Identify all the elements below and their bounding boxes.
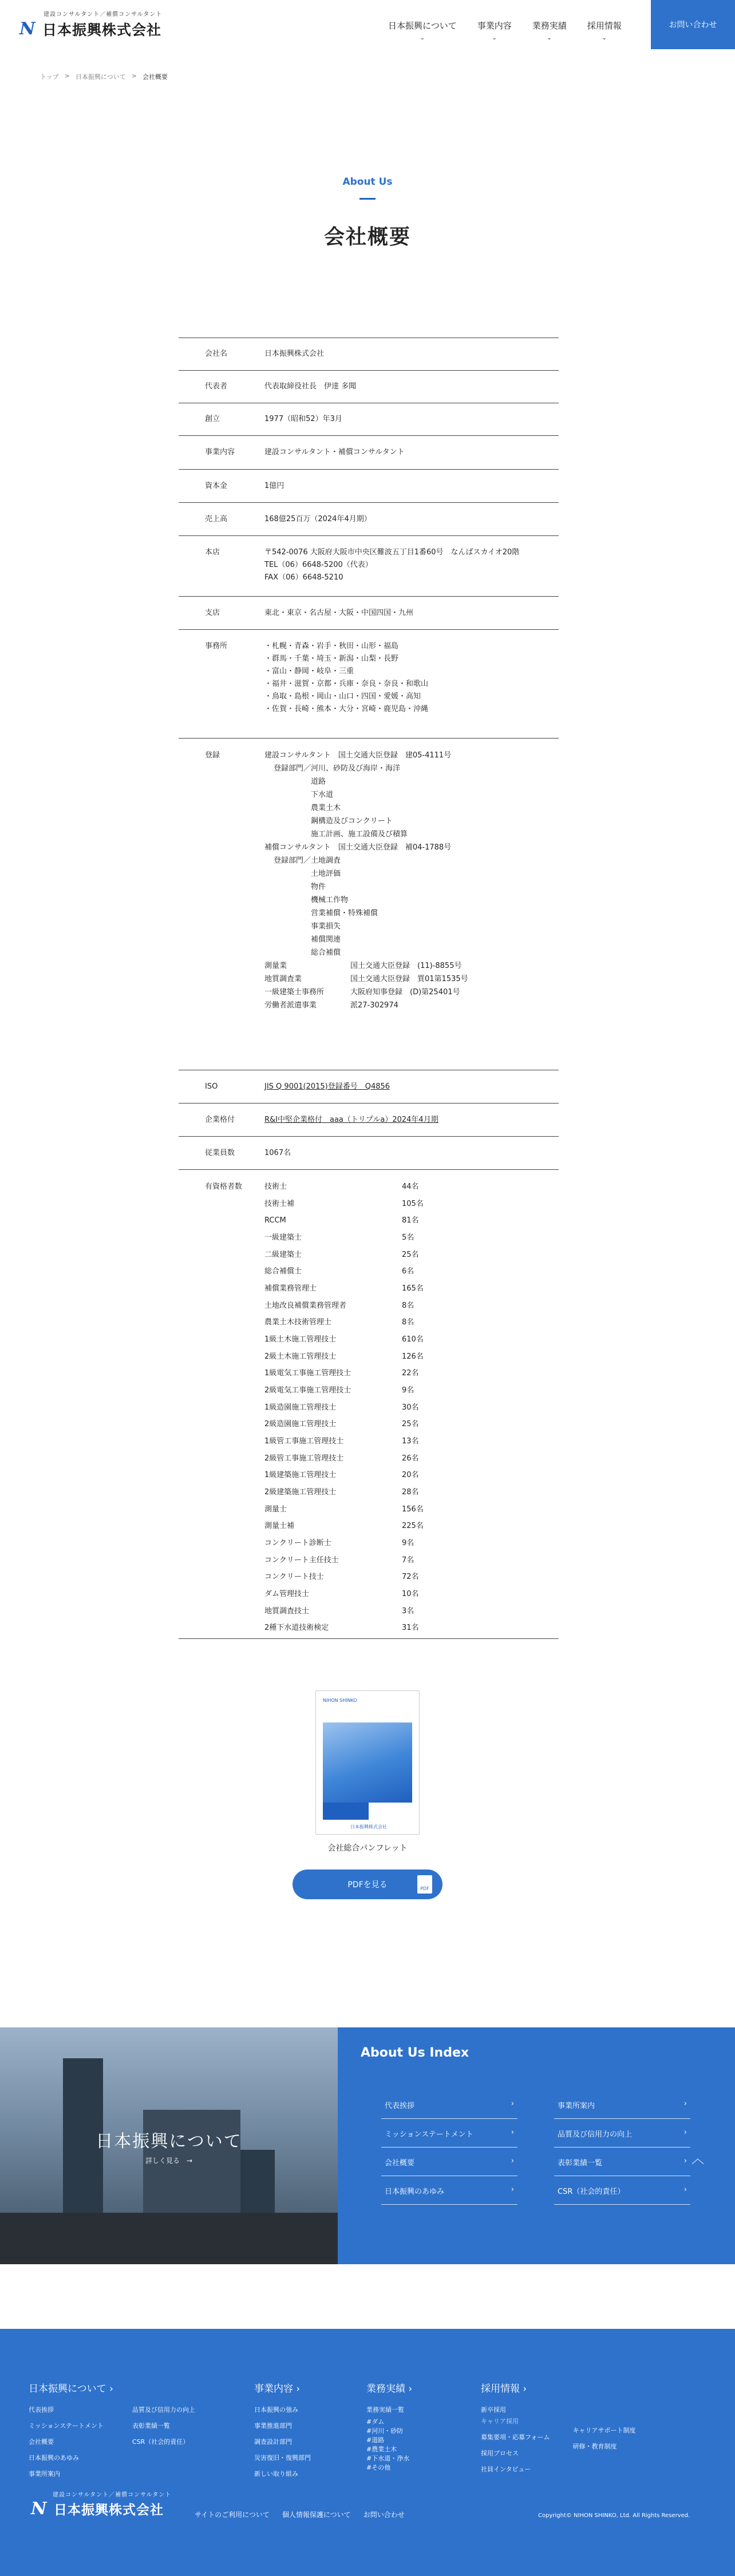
- qualification-name: RCCM: [264, 1216, 286, 1225]
- footer-link[interactable]: 研修・教育制度: [572, 2443, 617, 2450]
- dept-item: 河川、砂防及び海岸・海洋: [311, 764, 401, 773]
- footer-tag-link[interactable]: #その他: [366, 2464, 391, 2471]
- logo-mark-icon: N: [19, 19, 35, 39]
- cover-image: [323, 1722, 412, 1803]
- nav-about[interactable]: [378, 19, 467, 41]
- about-index-links: [381, 2090, 690, 2205]
- chevron-right-icon: ›: [511, 2128, 514, 2137]
- footer-utility-link[interactable]: お問い合わせ: [363, 2511, 405, 2519]
- qualification-name: コンクリート主任技士: [264, 1555, 339, 1565]
- row-value: 代表取締役社長 伊達 多聞: [264, 382, 357, 391]
- qualification-count: 9名: [402, 1538, 414, 1547]
- index-link-overview[interactable]: [381, 2148, 517, 2176]
- row-value: [264, 749, 468, 1070]
- table-row: [179, 470, 559, 503]
- about-image-more: 詳しく見る →: [145, 2157, 193, 2165]
- footer-col-results: [366, 2380, 412, 2472]
- index-link-csr[interactable]: [554, 2176, 690, 2205]
- table-row: [179, 536, 559, 597]
- chevron-right-icon: ›: [683, 2099, 687, 2108]
- chevron-right-icon: ›: [511, 2099, 514, 2108]
- index-link-label: ミッションステートメント: [385, 2130, 473, 2139]
- copyright: Copyright© NIHON SHINKO, Ltd. All Rights Reserved.: [538, 2513, 690, 2519]
- site-footer: [0, 2329, 735, 2576]
- site-header: [0, 0, 735, 49]
- view-pdf-label: PDFを見る: [347, 1880, 388, 1890]
- chevron-down-icon: ⌄: [547, 35, 552, 41]
- qualification-count: 22名: [402, 1369, 419, 1378]
- reg-other-key: 労働者派遣事業: [264, 1001, 317, 1010]
- hq-tel: TEL（06）6648-5200（代表）: [264, 561, 373, 569]
- dept-item: 事業損失: [311, 922, 341, 931]
- chevron-right-icon: ›: [683, 2128, 687, 2137]
- global-nav: [378, 19, 632, 41]
- reg-other-key: 地質調査業: [264, 975, 302, 983]
- qualification-count: 44名: [402, 1182, 419, 1191]
- chevron-right-icon: ›: [511, 2157, 514, 2165]
- iso-link[interactable]: JIS Q 9001(2015)登録番号 Q4856: [264, 1082, 390, 1091]
- footer-heading-label: 日本振興について: [29, 2383, 106, 2395]
- cover-logo: 日本振興株式会社: [350, 1824, 387, 1829]
- dept-item: 機械工作物: [311, 896, 349, 904]
- footer-col-recruit: [481, 2380, 635, 2480]
- footer-logo-subtitle: 建設コンサルタント／補償コンサルタント: [53, 2492, 172, 2498]
- table-row: [179, 597, 559, 630]
- logo-name: 日本振興株式会社: [42, 22, 162, 38]
- table-row: [179, 1104, 559, 1137]
- footer-heading[interactable]: 事業内容 ›: [254, 2383, 301, 2395]
- breadcrumb: [40, 72, 168, 81]
- qualification-count: 8名: [402, 1318, 414, 1327]
- footer-utility-links: [195, 2510, 405, 2519]
- footer-link[interactable]: 代表挨拶: [29, 2406, 54, 2414]
- footer-logo[interactable]: [31, 2490, 171, 2518]
- chevron-down-icon: ⌄: [420, 35, 425, 41]
- contact-button[interactable]: お問い合わせ: [651, 0, 735, 49]
- qualification-count: 6名: [402, 1267, 414, 1276]
- footer-link[interactable]: CSR（社会的責任）: [132, 2438, 189, 2446]
- dept-item: 道路: [311, 777, 326, 786]
- chevron-down-icon: ⌄: [492, 35, 497, 41]
- footer-link[interactable]: 日本振興の強み: [254, 2406, 298, 2414]
- footer-heading[interactable]: 業務実績 ›: [366, 2383, 413, 2395]
- row-key: 会社名: [205, 350, 228, 358]
- nav-recruit[interactable]: [577, 19, 632, 41]
- index-link-mission[interactable]: [381, 2119, 517, 2148]
- footer-link[interactable]: 会社概要: [29, 2438, 54, 2446]
- dept-item: 施工計画、施工設備及び積算: [311, 830, 408, 839]
- qualification-name: 1級土木施工管理技士: [264, 1335, 337, 1344]
- dept-item: 農業土木: [311, 804, 341, 812]
- pamphlet-caption: 会社総合パンフレット: [327, 1844, 408, 1853]
- table-row: [179, 338, 559, 371]
- footer-heading-label: 採用情報: [481, 2383, 520, 2395]
- cover-tag: NIHON SHINKO: [323, 1698, 357, 1703]
- qualification-name: 1級建築施工管理技士: [264, 1471, 337, 1480]
- qualification-count: 3名: [402, 1606, 414, 1616]
- row-key: 従業員数: [205, 1148, 235, 1157]
- nav-recruit-label: 採用情報: [587, 21, 622, 31]
- qualification-count: 156名: [402, 1505, 424, 1514]
- row-key: 事業内容: [205, 448, 235, 457]
- qualification-count: 5名: [402, 1233, 414, 1242]
- footer-link[interactable]: 社員インタビュー: [481, 2466, 531, 2473]
- qualification-name: 1級電気工事施工管理技士: [264, 1369, 351, 1378]
- row-value: [264, 546, 519, 596]
- footer-tag-link[interactable]: #下水道・浄水: [366, 2455, 410, 2462]
- qualification-name: 二級建築士: [264, 1250, 302, 1259]
- table-row: [179, 403, 559, 436]
- row-key: 資本金: [205, 481, 228, 490]
- qualification-name: 総合補償士: [264, 1267, 302, 1276]
- reg-compensation-depts: [264, 854, 468, 959]
- building-shape: [0, 2213, 338, 2264]
- footer-heading[interactable]: 採用情報 ›: [481, 2383, 527, 2395]
- reg-other-value: 派27-302974: [350, 1001, 398, 1010]
- about-image-title: 日本振興について: [96, 2132, 242, 2152]
- dept-item: 鋼構造及びコンクリート: [311, 817, 393, 825]
- row-value: 日本振興株式会社: [264, 350, 325, 358]
- chevron-right-icon: ›: [683, 2157, 687, 2165]
- row-value: 1977（昭和52）年3月: [264, 415, 342, 423]
- qualification-name: 技術士補: [264, 1199, 295, 1208]
- hq-address: 〒542-0076 大阪府大阪市中央区難波五丁目1番60号 なんばスカイオ20階: [264, 548, 520, 557]
- eyebrow-underline: [359, 198, 376, 200]
- company-table: [179, 338, 559, 1639]
- row-key: 登録: [205, 751, 220, 760]
- qualification-name: 補償業務管理士: [264, 1284, 317, 1293]
- footer-link[interactable]: 新卒採用: [481, 2406, 506, 2414]
- qualification-count: 81名: [402, 1216, 419, 1225]
- rating-link[interactable]: R&I中堅企業格付 aaa（トリプルa）2024年4月期: [264, 1115, 438, 1124]
- hq-fax: FAX（06）6648-5210: [264, 573, 343, 582]
- footer-heading-label: 事業内容: [254, 2383, 293, 2395]
- index-link-label: 日本振興のあゆみ: [385, 2188, 445, 2196]
- qualification-name: 測量士: [264, 1505, 287, 1514]
- qualification-name: 2級土木施工管理技士: [264, 1352, 337, 1361]
- dept-item: 物件: [311, 883, 326, 891]
- index-link-label: 会社概要: [385, 2159, 415, 2168]
- reg-other-key: 測量業: [264, 962, 287, 970]
- footer-heading[interactable]: 日本振興について ›: [29, 2383, 113, 2395]
- footer-link[interactable]: 日本振興のあゆみ: [29, 2454, 79, 2462]
- office-line: ・佐賀・長崎・熊本・大分・宮崎・鹿児島・沖縄: [264, 705, 429, 713]
- row-key: 事務所: [205, 642, 228, 650]
- office-line: ・福井・滋賀・京都・兵庫・奈良・奈良・和歌山: [264, 680, 429, 688]
- index-link-history[interactable]: [381, 2176, 517, 2205]
- footer-tag-link[interactable]: #ダム: [366, 2418, 385, 2426]
- dept-item: 補償関連: [311, 935, 341, 944]
- qualification-count: 165名: [402, 1284, 424, 1293]
- breadcrumb-current: 会社概要: [142, 73, 168, 81]
- chevron-down-icon: ⌄: [602, 35, 607, 41]
- breadcrumb-about[interactable]: 日本振興について: [75, 73, 126, 81]
- footer-logo-name: 日本振興株式会社: [54, 2503, 164, 2518]
- footer-link[interactable]: 採用プロセス: [481, 2450, 519, 2457]
- qualifications-list: [264, 1180, 448, 1638]
- nav-business[interactable]: [467, 19, 522, 41]
- row-value: 建設コンサルタント・補償コンサルタント: [264, 448, 405, 457]
- row-key: 企業格付: [205, 1115, 235, 1124]
- row-value: 1億円: [264, 481, 284, 490]
- cover-accent: [323, 1803, 369, 1820]
- table-row: [179, 503, 559, 536]
- dept-item: 土地調査: [311, 856, 341, 865]
- table-row: [179, 436, 559, 470]
- index-link-awards[interactable]: [554, 2148, 690, 2176]
- dept-label: 登録部門／: [274, 856, 311, 865]
- footer-link[interactable]: 事業推進部門: [254, 2422, 292, 2430]
- dept-item: 総合補償: [311, 948, 341, 957]
- reg-other-value: 国土交通大臣登録 (11)-8855号: [350, 962, 462, 970]
- qualification-name: 地質調査技士: [264, 1606, 310, 1616]
- row-key: 創立: [205, 415, 220, 423]
- about-image-link[interactable]: [0, 2027, 338, 2264]
- index-link-quality[interactable]: [554, 2119, 690, 2148]
- qualification-name: コンクリート診断士: [264, 1538, 331, 1547]
- table-row: [179, 371, 559, 403]
- footer-col-business: [254, 2380, 311, 2485]
- reg-other-value: 国土交通大臣登録 質01第1535号: [350, 975, 468, 983]
- qualification-count: 7名: [402, 1555, 414, 1565]
- footer-link[interactable]: 品質及び信用力の向上: [132, 2406, 195, 2414]
- table-row: [179, 739, 559, 1070]
- footer-link[interactable]: 新しい取り組み: [254, 2470, 298, 2478]
- row-key: 支店: [205, 608, 220, 617]
- nav-about-label: 日本振興について: [388, 21, 457, 31]
- about-index-heading: About Us Index: [361, 2046, 469, 2060]
- back-to-top-chevron-up-icon[interactable]: ︿: [691, 2152, 704, 2166]
- footer-tag-link[interactable]: #河川・砂防: [366, 2427, 404, 2435]
- view-pdf-button[interactable]: [293, 1870, 442, 1899]
- qualification-name: 一級建築士: [264, 1233, 302, 1242]
- logo-mark-icon: N: [31, 2498, 47, 2519]
- index-link-label: 事業所案内: [558, 2102, 595, 2110]
- breadcrumb-top[interactable]: トップ: [40, 73, 59, 81]
- footer-col-about: [29, 2380, 195, 2485]
- about-index-section: [0, 2027, 735, 2264]
- qualification-name: 2級造園施工管理技士: [264, 1420, 337, 1429]
- footer-link[interactable]: キャリア採用: [481, 2418, 519, 2425]
- footer-link[interactable]: 表彰業績一覧: [132, 2422, 170, 2430]
- qualification-name: 1級管工事施工管理技士: [264, 1436, 344, 1446]
- qualification-count: 20名: [402, 1471, 419, 1480]
- index-link-label: 表彰業績一覧: [558, 2159, 603, 2168]
- dept-label: 登録部門／: [274, 764, 311, 773]
- breadcrumb-separator-icon: >: [64, 72, 70, 80]
- office-line: ・鳥取・島根・岡山・山口・四国・愛媛・高知: [264, 692, 421, 701]
- qualification-count: 8名: [402, 1301, 414, 1310]
- reg-compensation: 補償コンサルタント 国土交通大臣登録 補04-1788号: [264, 843, 452, 852]
- reg-other-key: 一級建築士事務所: [264, 988, 325, 997]
- page-eyebrow: About Us: [342, 176, 393, 188]
- pdf-icon: PDF: [417, 1875, 432, 1894]
- site-logo[interactable]: [19, 9, 162, 39]
- dept-item: 土地評価: [311, 870, 341, 878]
- dept-item: 営業補償・特殊補償: [311, 909, 378, 918]
- qualification-name: ダム管理技士: [264, 1589, 310, 1598]
- office-line: ・群馬・千葉・埼玉・新潟・山梨・長野: [264, 654, 399, 663]
- nav-business-label: 事業内容: [477, 21, 512, 31]
- footer-link[interactable]: 災害復旧・復興部門: [254, 2454, 311, 2462]
- row-key: 代表者: [205, 382, 228, 391]
- row-key: 本店: [205, 548, 220, 557]
- row-value: 東北・東京・名古屋・大阪・中国四国・九州: [264, 608, 414, 617]
- row-value: [264, 640, 428, 738]
- qualification-count: 26名: [402, 1454, 419, 1463]
- about-index-panel: [338, 2027, 735, 2264]
- footer-tag-link[interactable]: #道路: [366, 2436, 385, 2444]
- qualification-count: 72名: [402, 1573, 419, 1582]
- qualification-name: 技術士: [264, 1182, 287, 1191]
- qualification-name: 2種下水道技術検定: [264, 1624, 329, 1633]
- qualification-name: 2級電気工事施工管理技士: [264, 1386, 351, 1395]
- chevron-right-icon: ›: [511, 2185, 514, 2194]
- reg-construction: 建設コンサルタント 国土交通大臣登録 建05-4111号: [264, 751, 452, 760]
- reg-others: [264, 959, 468, 1012]
- footer-heading-label: 業務実績: [366, 2383, 405, 2395]
- qualification-name: コンクリート技士: [264, 1573, 324, 1582]
- qualification-count: 105名: [402, 1199, 424, 1208]
- table-row: [179, 1070, 559, 1104]
- footer-link[interactable]: 事業所案内: [29, 2470, 60, 2478]
- row-key: 有資格者数: [205, 1182, 243, 1191]
- footer-tag-link[interactable]: #農業土木: [366, 2446, 397, 2453]
- footer-link[interactable]: ミッションステートメント: [29, 2422, 104, 2430]
- qualification-count: 31名: [402, 1624, 419, 1633]
- chevron-right-icon: ›: [683, 2185, 687, 2194]
- dept-item: 下水道: [311, 791, 334, 799]
- qualification-count: 9名: [402, 1386, 414, 1395]
- office-line: ・札幌・青森・岩手・秋田・山形・福島: [264, 642, 399, 650]
- qualification-count: 25名: [402, 1420, 419, 1429]
- row-value: 168億25百万（2024年4月期）: [264, 514, 372, 523]
- row-key: 売上高: [205, 514, 228, 523]
- breadcrumb-separator-icon: >: [131, 72, 137, 80]
- table-row: [179, 1170, 559, 1639]
- reg-other-value: 大阪府知事登録 (D)第25401号: [350, 988, 460, 997]
- row-value: 1067名: [264, 1148, 291, 1157]
- footer-link[interactable]: 調査設計部門: [254, 2438, 292, 2446]
- table-row: [179, 630, 559, 739]
- footer-link[interactable]: 業務実績一覧: [366, 2406, 404, 2414]
- qualification-count: 10名: [402, 1589, 419, 1598]
- qualification-name: 2級建築施工管理技士: [264, 1487, 337, 1497]
- qualification-count: 28名: [402, 1487, 419, 1497]
- qualification-name: 土地改良補償業務管理者: [264, 1301, 347, 1310]
- nav-results-label: 業務実績: [532, 21, 567, 31]
- logo-subtitle: 建設コンサルタント／補償コンサルタント: [44, 11, 163, 18]
- page-title: 会社概要: [323, 225, 411, 249]
- qualification-name: 1級造園施工管理技士: [264, 1403, 337, 1412]
- qualification-count: 13名: [402, 1436, 419, 1446]
- index-link-greeting[interactable]: [381, 2090, 517, 2119]
- reg-construction-depts: [264, 762, 468, 841]
- index-link-label: 品質及び信用力の向上: [558, 2130, 633, 2139]
- table-row: [179, 1137, 559, 1170]
- footer-link[interactable]: キャリアサポート制度: [572, 2427, 636, 2434]
- row-key: ISO: [205, 1082, 218, 1091]
- qualification-count: 225名: [402, 1522, 424, 1531]
- nav-results[interactable]: [522, 19, 577, 41]
- qualification-count: 30名: [402, 1403, 419, 1412]
- qualification-name: 2級管工事施工管理技士: [264, 1454, 344, 1463]
- index-link-label: 代表挨拶: [385, 2102, 415, 2110]
- office-line: ・富山・静岡・岐阜・三重: [264, 667, 354, 676]
- qualification-count: 25名: [402, 1250, 419, 1259]
- footer-utility-link[interactable]: サイトのご利用について: [195, 2511, 270, 2519]
- index-link-offices[interactable]: [554, 2090, 690, 2119]
- qualification-count: 126名: [402, 1352, 424, 1361]
- qualification-name: 農業土木技術管理士: [264, 1318, 332, 1327]
- qualification-count: 610名: [402, 1335, 424, 1344]
- footer-link[interactable]: 募集要項・応募フォーム: [481, 2434, 550, 2441]
- footer-utility-link[interactable]: 個人情報保護について: [282, 2511, 351, 2519]
- pamphlet-cover[interactable]: [315, 1690, 420, 1835]
- qualification-name: 測量士補: [264, 1522, 295, 1531]
- index-link-label: CSR（社会的責任）: [558, 2188, 625, 2196]
